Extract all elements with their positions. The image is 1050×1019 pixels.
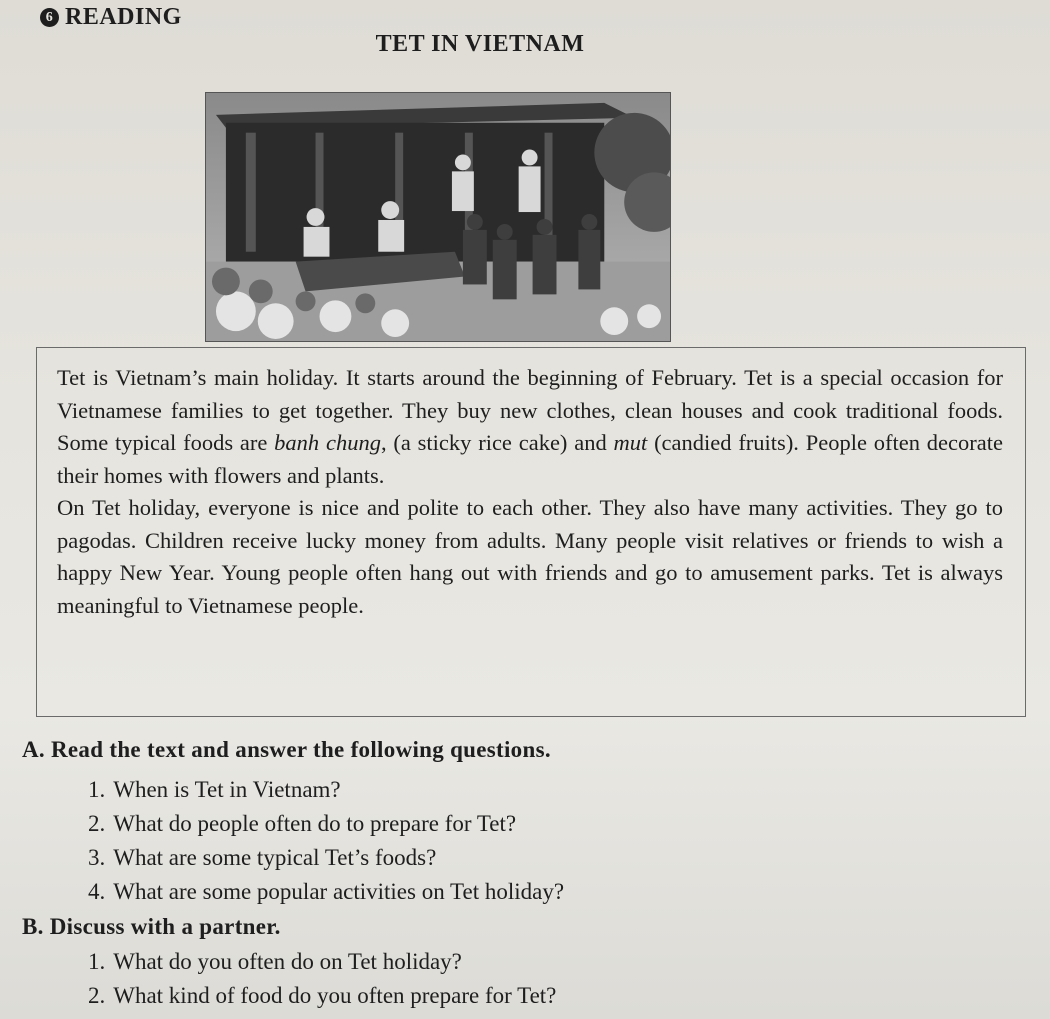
reading-title: TET IN VIETNAM [375, 31, 585, 57]
section-number-badge: 6 [40, 8, 59, 27]
tet-family-photo [205, 92, 671, 342]
exercise-a-heading: A. Read the text and answer the following questions. [22, 737, 551, 762]
food-term-banh-chung: banh chung [274, 430, 381, 455]
list-item: 1. When is Tet in Vietnam? [88, 777, 341, 802]
list-item: 1. What do you often do on Tet holiday? [88, 949, 462, 974]
list-item: 2. What kind of food do you often prepare for Tet? [88, 983, 557, 1008]
reading-passage [36, 347, 1026, 717]
passage-paragraph-2: On Tet holiday, everyone is nice and polite to each other. They also have many activities. They go to pagodas. Children receive lucky money from adults. Many people visit relatives or friends to wish a happy New Year. Young people often hang out with friends and go to amusement parks. Tet is always meaningful to Vietnamese people. [57, 495, 1003, 618]
list-item: 3. What are some typical Tet’s foods? [88, 845, 437, 870]
section-heading [40, 4, 182, 31]
exercise-b-heading: B. Discuss with a partner. [22, 914, 281, 939]
food-term-mut: mut [613, 430, 648, 455]
exercise-b-questions [88, 945, 556, 1013]
exercise-a-questions [88, 773, 564, 909]
list-item: 2. What do people often do to prepare for Tet? [88, 811, 517, 836]
section-label: READING [65, 4, 182, 30]
list-item: 4. What are some popular activities on Tet holiday? [88, 879, 565, 904]
passage-paragraph-1: Tet is Vietnam’s main holiday. It starts around the beginning of February. Tet is a special occasion for Vietnamese families to get together. They buy new clothes, clean houses and cook traditional foods. Some typical foods are banh chung, (a sticky rice cake) and mut (candied fruits). People often decorate their homes with flowers and plants. [57, 365, 1003, 488]
